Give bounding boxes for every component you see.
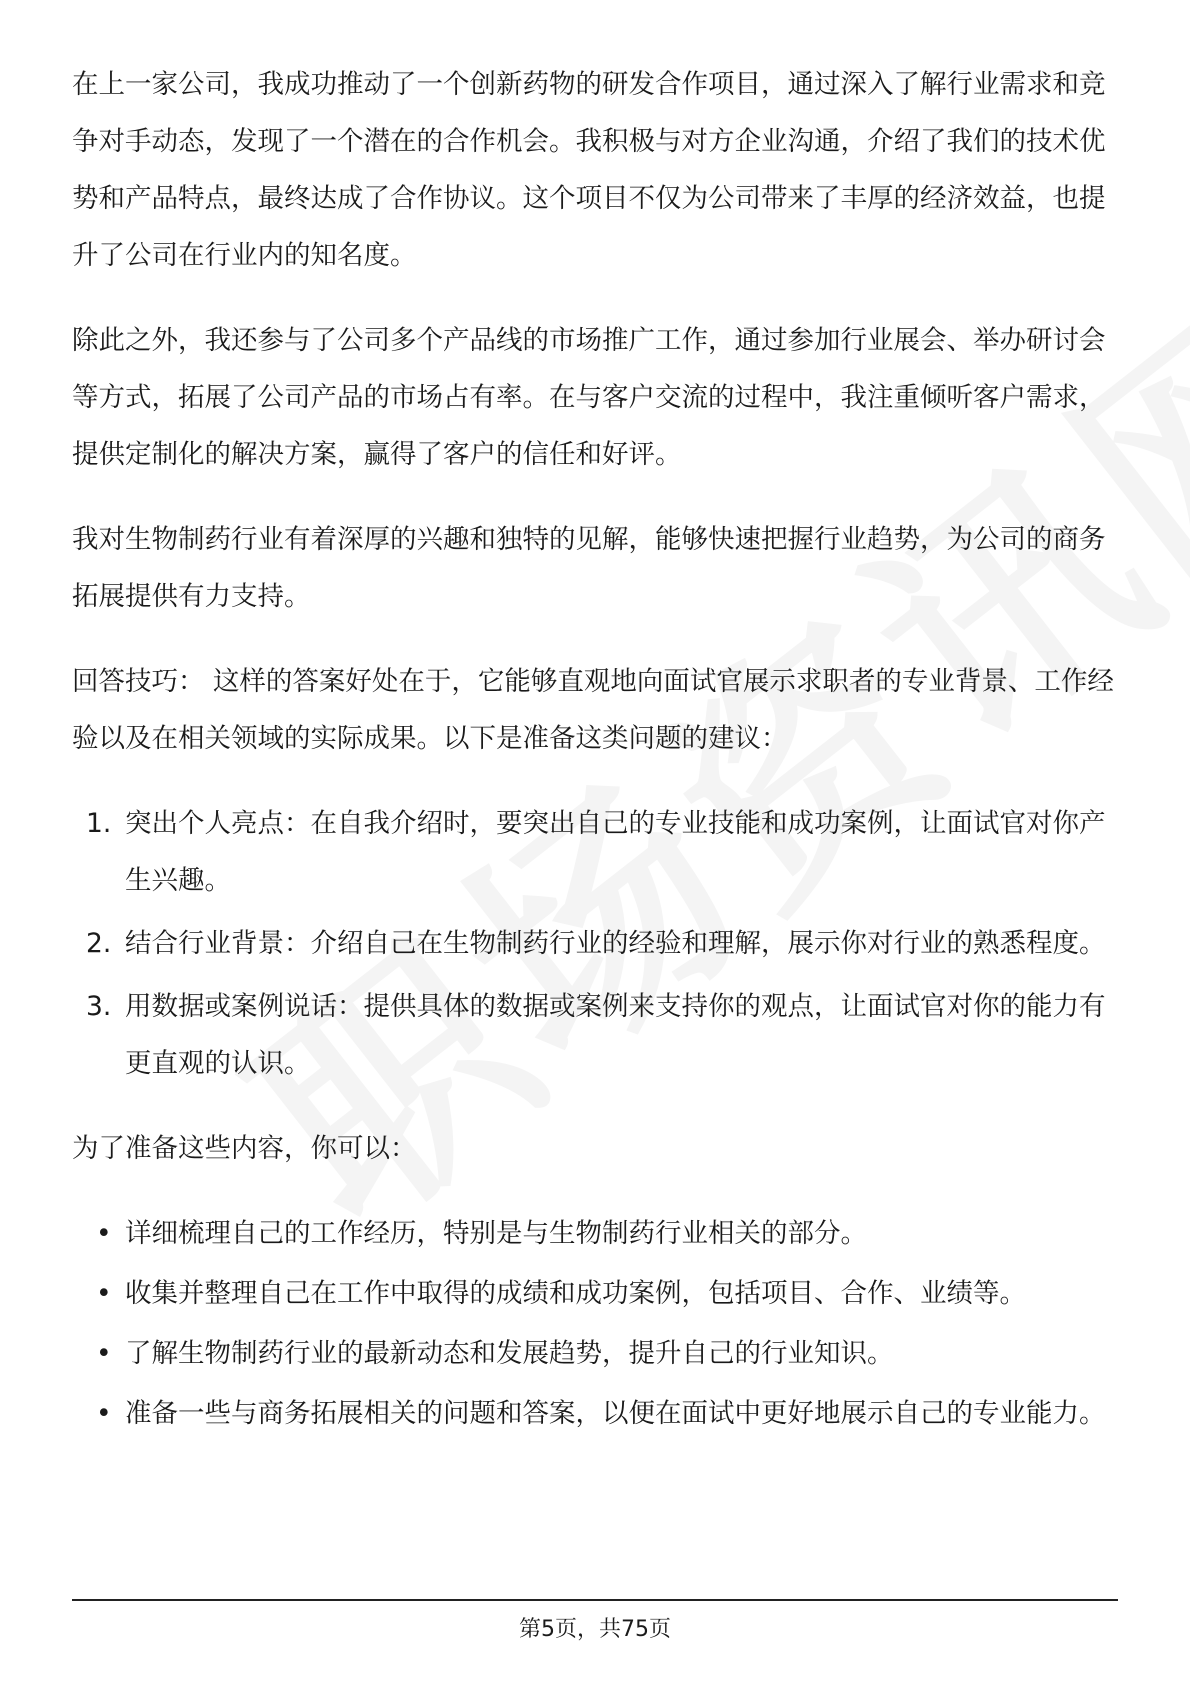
tips-list: [72, 795, 1120, 1092]
paragraph-marketing-experience: 除此之外，我还参与了公司多个产品线的市场推广工作，通过参加行业展会、举办研讨会等方式，拓展了公司产品的市场占有率。在与客户交流的过程中，我注重倾听客户需求，提供定制化的解决方案，赢得了客户的信任和好评。: [72, 325, 1106, 470]
list-item-text: 用数据或案例说话：提供具体的数据或案例来支持你的观点，让面试官对你的能力有更直观的认识。: [125, 991, 1106, 1079]
bullet-icon: •: [96, 1338, 112, 1369]
bullet-icon: •: [96, 1278, 112, 1309]
paragraph-answer-tips: 回答技巧： 这样的答案好处在于，它能够直观地向面试官展示求职者的专业背景、工作经验以及在相关领域的实际成果。以下是准备这类问题的建议：: [72, 666, 1114, 754]
paragraph-industry-insight: 我对生物制药行业有着深厚的兴趣和独特的见解，能够快速把握行业趋势，为公司的商务拓展提供有力支持。: [72, 524, 1106, 612]
bullet-icon: •: [96, 1218, 112, 1249]
list-item-text: 了解生物制药行业的最新动态和发展趋势，提升自己的行业知识。: [125, 1338, 894, 1369]
list-item-text: 突出个人亮点：在自我介绍时，要突出自己的专业技能和成功案例，让面试官对你产生兴趣。: [125, 808, 1106, 896]
list-number: 3.: [86, 991, 112, 1022]
paragraph-project-experience: 在上一家公司，我成功推动了一个创新药物的研发合作项目，通过深入了解行业需求和竞争对手动态，发现了一个潜在的合作机会。我积极与对方企业沟通，介绍了我们的技术优势和产品特点，最终达成了合作协议。这个项目不仅为公司带来了丰厚的经济效益，也提升了公司在行业内的知名度。: [72, 69, 1106, 271]
page-number: 第5页，共75页: [519, 1617, 671, 1642]
list-item: [72, 795, 1120, 909]
list-item: [72, 915, 1120, 972]
list-item: [72, 1325, 1120, 1382]
list-item-text: 准备一些与商务拓展相关的问题和答案，以便在面试中更好地展示自己的专业能力。: [125, 1398, 1106, 1429]
list-item: [72, 1205, 1120, 1262]
preparation-list: [72, 1205, 1120, 1442]
list-item-text: 结合行业背景：介绍自己在生物制药行业的经验和理解，展示你对行业的熟悉程度。: [125, 928, 1106, 959]
list-item-text: 详细梳理自己的工作经历，特别是与生物制药行业相关的部分。: [125, 1218, 867, 1249]
list-number: 2.: [86, 928, 112, 959]
page-body: [72, 56, 1120, 1445]
bullet-icon: •: [96, 1398, 112, 1429]
list-number: 1.: [86, 808, 112, 839]
list-item-text: 收集并整理自己在工作中取得的成绩和成功案例，包括项目、合作、业绩等。: [125, 1278, 1026, 1309]
paragraph-preparation-intro: 为了准备这些内容，你可以：: [72, 1133, 417, 1164]
footer-divider: [72, 1599, 1118, 1601]
list-item: [72, 978, 1120, 1092]
list-item: [72, 1265, 1120, 1322]
list-item: [72, 1385, 1120, 1442]
